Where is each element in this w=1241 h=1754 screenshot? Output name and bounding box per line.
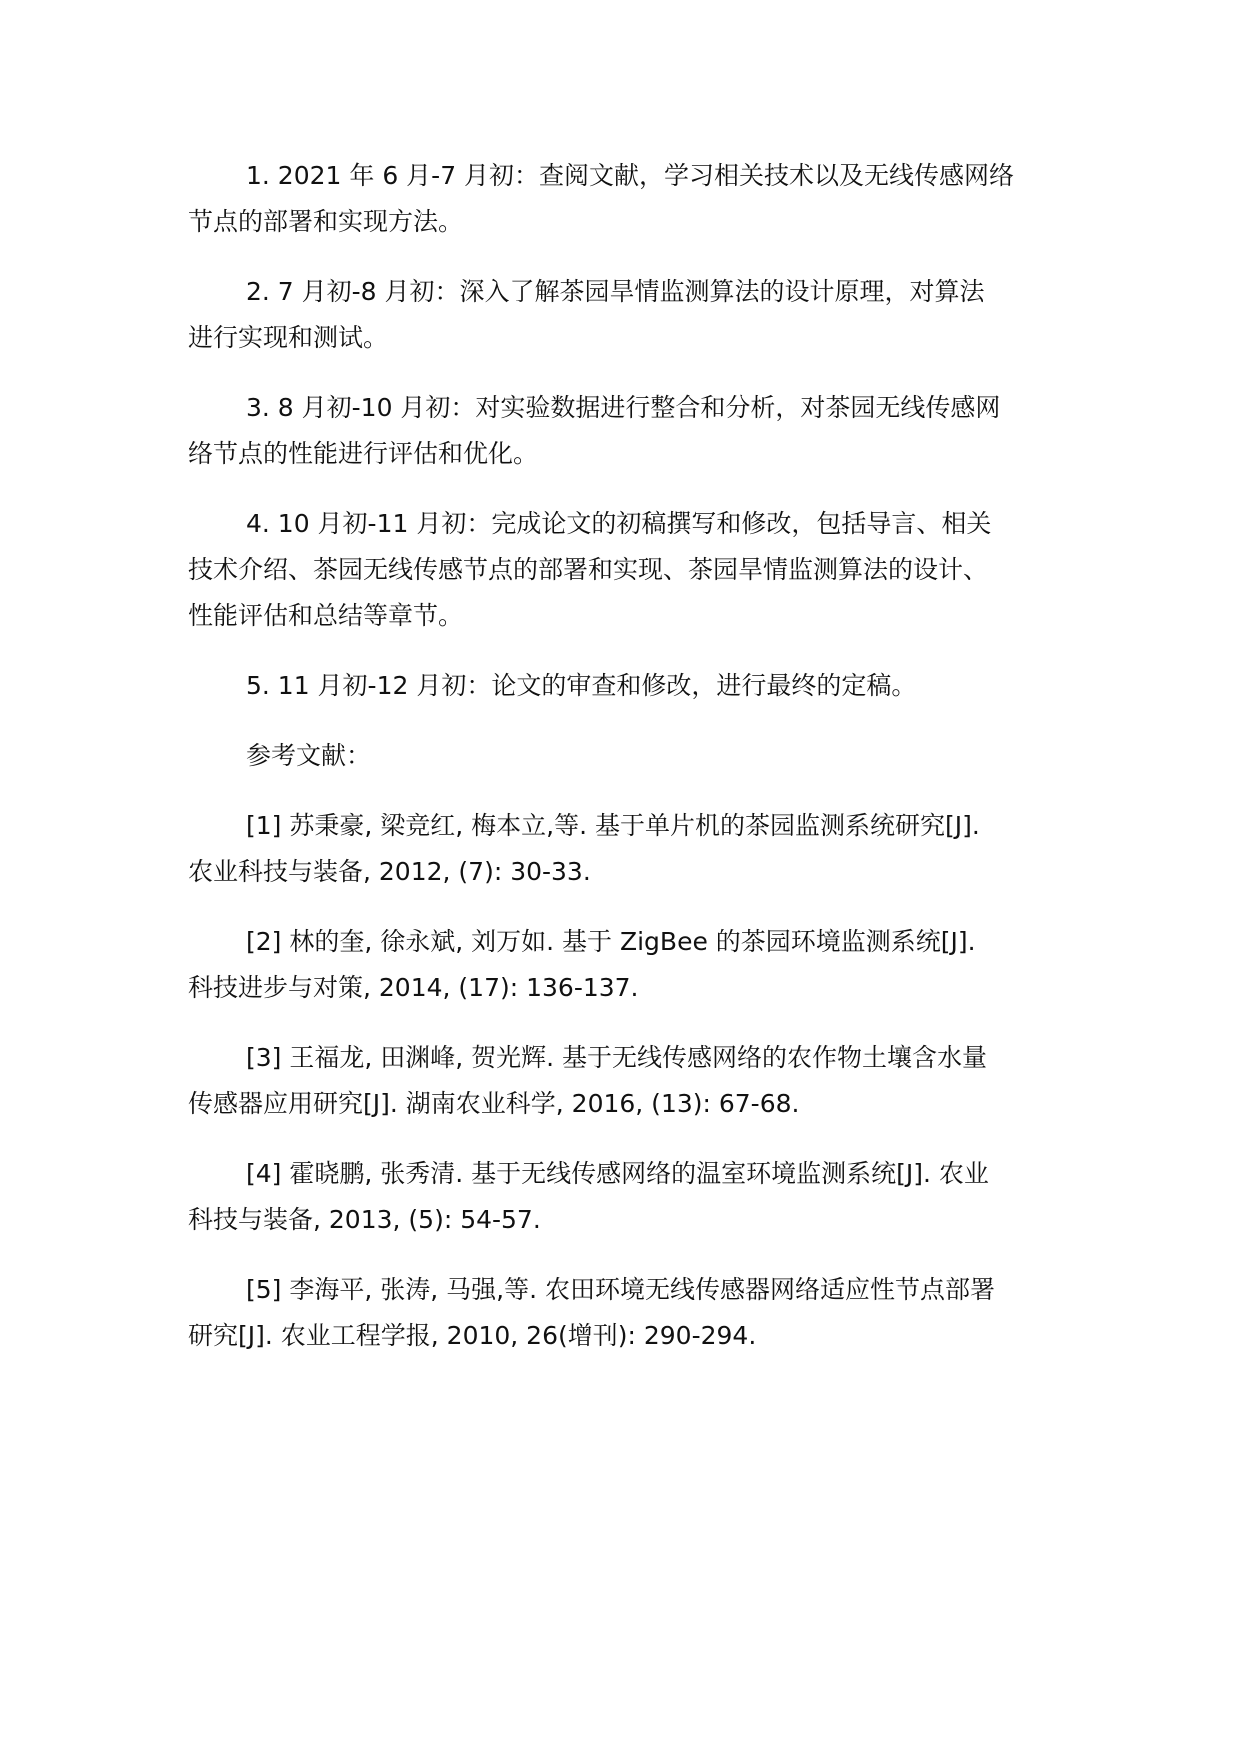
text-line: 进行实现和测试。	[188, 323, 389, 352]
text-line: 络节点的性能进行评估和优化。	[188, 439, 539, 468]
schedule-item-2	[188, 269, 1068, 361]
schedule-item-5	[188, 663, 1068, 709]
reference-3	[188, 1035, 1068, 1127]
text-line: 节点的部署和实现方法。	[188, 207, 464, 236]
text-line: 5. 11 月初-12 月初：论文的审查和修改，进行最终的定稿。	[246, 671, 917, 700]
text-line: 4. 10 月初-11 月初：完成论文的初稿撰写和修改，包括导言、相关	[246, 509, 992, 538]
text-line: 性能评估和总结等章节。	[188, 601, 464, 630]
schedule-item-1	[188, 153, 1068, 245]
reference-2	[188, 919, 1068, 1011]
text-line: 科技进步与对策, 2014, (17): 136-137.	[188, 973, 639, 1002]
reference-5	[188, 1267, 1068, 1359]
schedule-item-4	[188, 501, 1068, 639]
text-line: 科技与装备, 2013, (5): 54-57.	[188, 1205, 541, 1234]
document-body	[188, 153, 1068, 1383]
text-line: [5] 李海平, 张涛, 马强,等. 农田环境无线传感器网络适应性节点部署	[246, 1275, 995, 1304]
text-line: [2] 林的奎, 徐永斌, 刘万如. 基于 ZigBee 的茶园环境监测系统[J].	[246, 927, 976, 956]
text-line: [1] 苏秉豪, 梁竞红, 梅本立,等. 基于单片机的茶园监测系统研究[J].	[246, 811, 980, 840]
text-line: 3. 8 月初-10 月初：对实验数据进行整合和分析，对茶园无线传感网	[246, 393, 1001, 422]
schedule-item-3	[188, 385, 1068, 477]
text-line: 2. 7 月初-8 月初：深入了解茶园旱情监测算法的设计原理，对算法	[246, 277, 985, 306]
text-line: 研究[J]. 农业工程学报, 2010, 26(增刊): 290-294.	[188, 1321, 757, 1350]
references-heading	[188, 733, 1068, 779]
text-line: 技术介绍、茶园无线传感节点的部署和实现、茶园旱情监测算法的设计、	[188, 555, 989, 584]
reference-4	[188, 1151, 1068, 1243]
text-line: 传感器应用研究[J]. 湖南农业科学, 2016, (13): 67-68.	[188, 1089, 800, 1118]
text-line: 参考文献：	[246, 741, 372, 770]
reference-1	[188, 803, 1068, 895]
text-line: [4] 霍晓鹏, 张秀清. 基于无线传感网络的温室环境监测系统[J]. 农业	[246, 1159, 989, 1188]
text-line: 1. 2021 年 6 月-7 月初：查阅文献，学习相关技术以及无线传感网络	[246, 161, 1015, 190]
text-line: 农业科技与装备, 2012, (7): 30-33.	[188, 857, 591, 886]
text-line: [3] 王福龙, 田渊峰, 贺光辉. 基于无线传感网络的农作物土壤含水量	[246, 1043, 988, 1072]
